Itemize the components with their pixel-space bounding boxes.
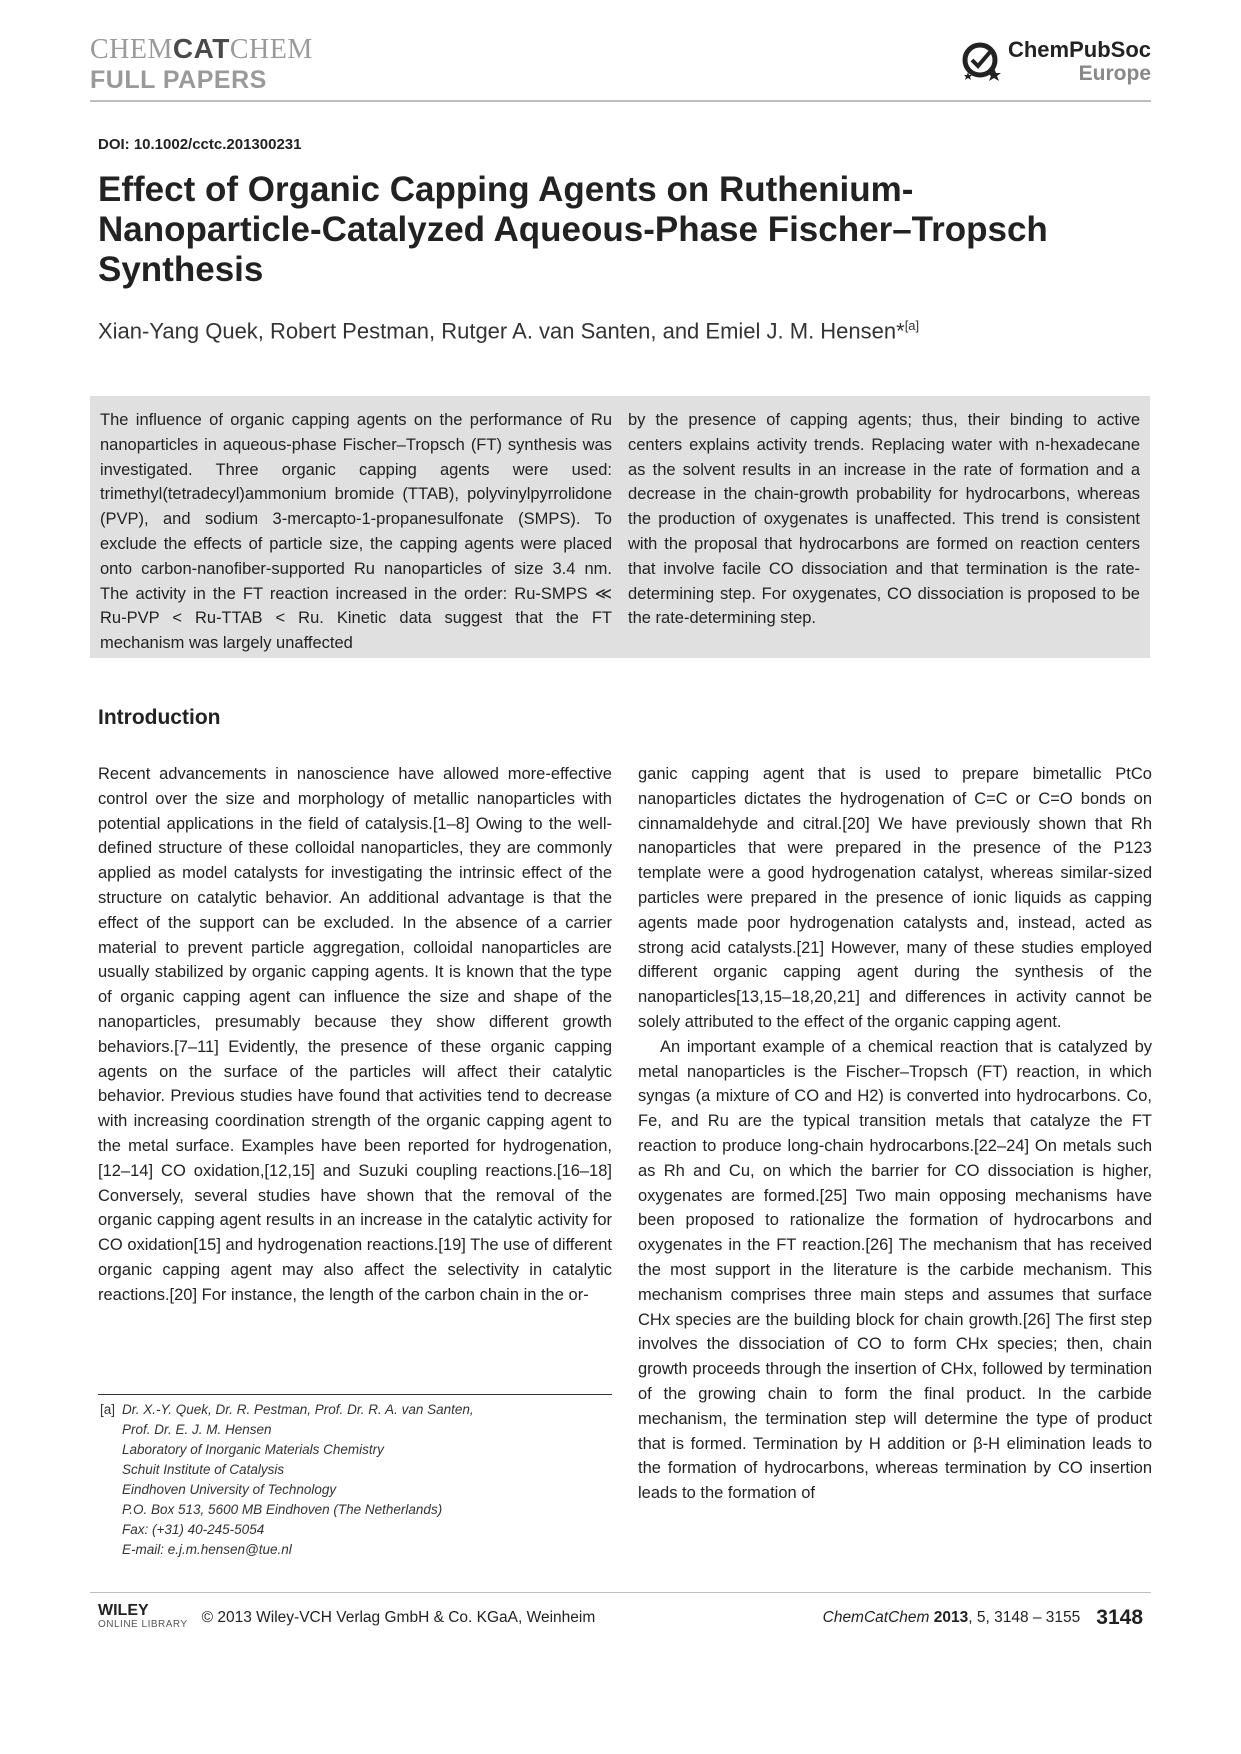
doi[interactable]: DOI: 10.1002/cctc.201300231 xyxy=(98,136,302,153)
footnote-line: Dr. X.-Y. Quek, Dr. R. Pestman, Prof. Dr. R. A. van Santen, xyxy=(122,1402,474,1417)
author-list xyxy=(98,318,919,344)
journal-name-prefix: CHEM xyxy=(90,34,173,65)
journal-name-mid: CAT xyxy=(172,33,230,64)
wiley-logo xyxy=(98,1604,188,1632)
affiliation-footnote xyxy=(98,1400,612,1560)
copyright-notice: © 2013 Wiley-VCH Verlag GmbH & Co. KGaA, Weinheim xyxy=(201,1609,596,1626)
footer-divider xyxy=(90,1592,1151,1593)
citation-year: 2013 xyxy=(933,1609,969,1626)
footnote-line: Schuit Institute of Catalysis xyxy=(122,1462,285,1477)
publisher-logo xyxy=(958,38,1151,86)
body-left-column xyxy=(98,762,612,1354)
body-right-column xyxy=(638,762,1152,1562)
footnote-line: P.O. Box 513, 5600 MB Eindhoven (The Netherlands) xyxy=(122,1502,443,1517)
footnote-tag: [a] xyxy=(100,1402,116,1417)
header-divider xyxy=(90,100,1151,102)
intro-paragraph-1: Recent advancements in nanoscience have allowed more-effective control over the size and morphology of metallic nanoparticles with potential applications in the field of catalysis.[1–8] Owing to the well-defined structure of these colloidal nanoparticles, they are commonly applied as model catalysts for investigating the intrinsic effect of the structure on catalytic behavior. An additional advantage is that the effect of the support can be excluded. In the absence of a carrier material to prevent particle aggregation, colloidal nanoparticles are usually stabilized by organic capping agents. It is known that the type of organic capping agent can influence the size and shape of the nanoparticles, presumably because they show different growth behaviors.[7–11] Evidently, the presence of these organic capping agents on the surface of the particles will affect their catalytic behavior. Previous studies have found that activities tend to decrease with increasing coordination strength of the organic capping agent to the metal surface. Examples have been reported for hydrogenation,[12–14] CO oxidation,[12,15] and Suzuki coupling reactions.[16–18] Conversely, several studies have shown that the removal of the organic capping agent results in an increase in the catalytic activity for CO oxidation[15] and hydrogenation reactions.[19] The use of different organic capping agent may also affect the selectivity in catalytic reactions.[20] For instance, the length of the carbon chain in the or- xyxy=(98,765,612,1304)
abstract-box xyxy=(90,396,1150,658)
page-footer xyxy=(98,1600,1143,1636)
footnote-email[interactable]: E-mail: e.j.m.hensen@tue.nl xyxy=(122,1542,292,1557)
article-title: Effect of Organic Capping Agents on Ruthenium-Nanoparticle-Catalyzed Aqueous-Phase Fischer–Tropsch Synthesis xyxy=(98,170,1048,289)
section-type: FULL PAPERS xyxy=(90,66,267,94)
citation-volume-pages: , 5, 3148 – 3155 xyxy=(968,1609,1081,1626)
footnote-line: Laboratory of Inorganic Materials Chemistry xyxy=(122,1442,384,1457)
intro-paragraph-1-continued: ganic capping agent that is used to prepare bimetallic PtCo nanoparticles dictates the hydrogenation of C=C or C=O bonds on cinnamaldehyde and citral.[20] We have previously shown that Rh nanoparticles that were prepared in the presence of the P123 template were a good hydrogenation catalyst, whereas similar-sized particles were prepared in the presence of ionic liquids as capping agents made poor hydrogenation catalysts and, instead, acted as strong acid catalysts.[21] However, many of these studies employed different organic capping agent during the synthesis of the nanoparticles[13,15–18,20,21] and differences in activity cannot be solely attributed to the effect of the organic capping agent. xyxy=(638,765,1152,1031)
page-header xyxy=(90,34,1151,96)
author-names: Xian-Yang Quek, Robert Pestman, Rutger A. van Santen, and Emiel J. M. Hensen* xyxy=(98,318,905,344)
section-heading-introduction: Introduction xyxy=(98,706,221,729)
abstract-right-column: by the presence of capping agents; thus, their binding to active centers explains activity trends. Replacing water with n-hexadecane as the solvent results in an increase in the rate of formation and a decrease in the chain-growth probability for hydrocarbons, whereas the production of oxygenates is unaffected. This trend is consistent with the proposal that hydrocarbons are formed on reaction centers that involve facile CO dissociation and that termination is the rate-determining step. For oxygenates, CO dissociation is proposed to be the rate-determining step. xyxy=(628,411,1140,628)
publisher-name: ChemPubSoc xyxy=(1007,37,1151,62)
footnote-divider xyxy=(98,1394,612,1395)
footer-left xyxy=(98,1604,595,1632)
wiley-logo-sub: ONLINE LIBRARY xyxy=(98,1619,188,1630)
abstract-left-column: The influence of organic capping agents on the performance of Ru nanoparticles in aqueous-phase Fischer–Tropsch (FT) synthesis was investigated. Three organic capping agents were used: trimethyl(tetradecyl)ammonium bromide (TTAB), polyvinylpyrrolidone (PVP), and sodium 3-mercapto-1-propanesulfonate (SMPS). To exclude the effects of particle size, the capping agents were placed onto carbon-nanofiber-supported Ru nanoparticles of size 3.4 nm. The activity in the FT reaction increased in the order: Ru-SMPS ≪ Ru-PVP < Ru-TTAB < Ru. Kinetic data suggest that the FT mechanism was largely unaffected xyxy=(100,411,612,653)
footnote-line: Prof. Dr. E. J. M. Hensen xyxy=(122,1422,272,1437)
footnote-line: Eindhoven University of Technology xyxy=(122,1482,337,1497)
footnote-line: Fax: (+31) 40-245-5054 xyxy=(122,1522,265,1537)
citation-journal: ChemCatChem xyxy=(822,1609,930,1626)
page-number: 3148 xyxy=(1096,1606,1143,1629)
publisher-region: Europe xyxy=(1078,62,1151,85)
citation xyxy=(823,1606,1143,1630)
affiliation-mark: [a] xyxy=(904,318,920,333)
chempubsoc-star-icon xyxy=(958,38,1002,82)
intro-paragraph-2: An important example of a chemical reaction that is catalyzed by metal nanoparticles is the Fischer–Tropsch (FT) reaction, in which syngas (a mixture of CO and H2) is converted into hydrocarbons. Co, Fe, and Ru are the typical transition metals that catalyze the FT reaction to produce long-chain hydrocarbons.[22–24] On metals such as Rh and Cu, on which the barrier for CO dissociation is higher, oxygenates are formed.[25] Two main opposing mechanisms have been proposed to rationalize the formation of hydrocarbons and oxygenates in the FT reaction.[26] The mechanism that has received the most support in the literature is the carbide mechanism. This mechanism comprises three main steps and assumes that surface CHx species are the building block for chain growth.[26] The first step involves the dissociation of CO to form CHx species; then, chain growth proceeds through the insertion of CHx, followed by termination of the growing chain to form the final product. In the carbide mechanism, the termination step will determine the type of product that is formed. Termination by H addition or β-H elimination leads to the formation of hydrocarbons, whereas termination by CO insertion leads to the formation of xyxy=(638,1037,1152,1503)
wiley-logo-name: WILEY xyxy=(98,1602,149,1619)
journal-name-suffix: CHEM xyxy=(229,34,313,65)
